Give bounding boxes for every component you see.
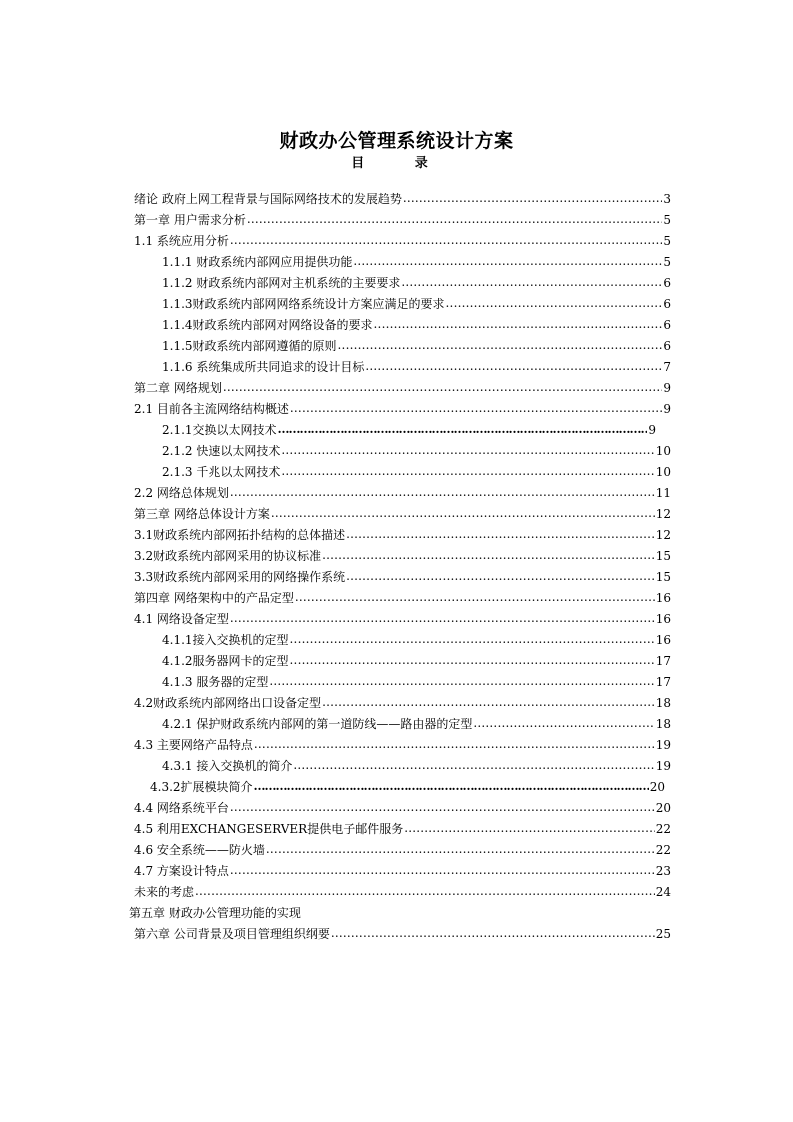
toc-entry-page: 12	[655, 528, 671, 542]
toc-entry[interactable]	[134, 505, 671, 525]
toc-entry-label: 4.3.2扩展模块简介	[150, 780, 253, 794]
toc-entry-page: 22	[655, 843, 671, 857]
toc-entry[interactable]	[134, 820, 671, 840]
toc-entry[interactable]	[134, 694, 671, 714]
leader-dots	[293, 758, 654, 772]
leader-dots	[353, 254, 662, 268]
leader-dots	[290, 653, 655, 667]
leader-dots	[195, 884, 655, 898]
toc-entry-page: 19	[655, 759, 671, 773]
toc-entry[interactable]	[134, 736, 671, 756]
toc-entry[interactable]	[162, 757, 671, 777]
leader-dots	[295, 590, 655, 604]
toc-entry-page: 7	[663, 360, 671, 374]
toc-entry[interactable]	[162, 253, 671, 273]
toc-entry-label: 2.2 网络总体规划	[134, 486, 229, 500]
toc-entry-page: 16	[655, 612, 671, 626]
toc-entry[interactable]	[162, 295, 671, 315]
toc-entry[interactable]	[134, 526, 671, 546]
toc-entry-page: 6	[663, 276, 671, 290]
toc-entry-page: 17	[655, 675, 671, 689]
leader-dots	[230, 611, 655, 625]
toc-entry-label: 2.1.2 快速以太网技术	[162, 444, 281, 458]
toc-entry[interactable]	[162, 652, 671, 672]
leader-dots	[223, 380, 663, 394]
leader-dots	[278, 422, 648, 436]
toc-entry[interactable]	[134, 379, 671, 399]
toc-entry[interactable]	[134, 547, 671, 567]
toc-entry-label: 1.1.4财政系统内部网对网络设备的要求	[162, 318, 373, 332]
toc-entry-label: 未来的考虑	[134, 885, 195, 899]
toc-entry[interactable]	[162, 337, 671, 357]
toc-entry-page: 25	[655, 927, 671, 941]
toc-entry-label: 4.1 网络设备定型	[134, 612, 229, 626]
toc-entry-label: 4.4 网络系统平台	[134, 801, 229, 815]
toc-entry-label: 1.1.1 财政系统内部网应用提供功能	[162, 255, 353, 269]
toc-entry[interactable]	[134, 925, 671, 945]
toc-entry-label: 第五章 财政办公管理功能的实现	[129, 906, 301, 920]
toc-entry[interactable]	[162, 274, 671, 294]
leader-dots	[331, 926, 655, 940]
leader-dots	[247, 212, 663, 226]
toc-entry[interactable]	[134, 841, 671, 861]
toc-entry-label: 1.1.2 财政系统内部网对主机系统的主要要求	[162, 276, 401, 290]
toc-entry-label: 1.1.6 系统集成所共同追求的设计目标	[162, 360, 365, 374]
toc-entry-page: 18	[655, 696, 671, 710]
toc-entry[interactable]	[162, 715, 671, 735]
toc-entry-page: 12	[655, 507, 671, 521]
toc-entry[interactable]	[134, 484, 671, 504]
leader-dots	[271, 506, 655, 520]
toc-entry-label: 1.1.3财政系统内部网网络系统设计方案应满足的要求	[162, 297, 445, 311]
toc-entry[interactable]	[134, 568, 671, 588]
toc-entry-page: 23	[655, 864, 671, 878]
toc-entry-label: 4.1.3 服务器的定型	[162, 675, 269, 689]
leader-dots	[266, 842, 655, 856]
toc-entry-label: 1.1 系统应用分析	[134, 234, 229, 248]
toc-entry-page: 10	[655, 444, 671, 458]
toc-entry-page: 15	[655, 549, 671, 563]
toc-entry[interactable]	[162, 463, 671, 483]
leader-dots	[269, 674, 654, 688]
leader-dots	[404, 821, 655, 835]
toc-entry-page: 3	[663, 192, 671, 206]
toc-entry-label: 4.1.1接入交换机的定型	[162, 633, 289, 647]
toc-entry-page: 9	[663, 381, 671, 395]
toc-entry-page: 5	[663, 255, 671, 269]
toc-entry-label: 4.6 安全系统——防火墙	[134, 843, 265, 857]
leader-dots	[446, 296, 663, 310]
leader-dots	[346, 569, 655, 583]
toc-entry[interactable]	[162, 316, 671, 336]
toc-entry-page: 15	[655, 570, 671, 584]
toc-entry-label: 2.1.1交换以太网技术	[162, 423, 277, 437]
toc-entry-page: 16	[655, 591, 671, 605]
toc-entry[interactable]	[129, 904, 671, 924]
toc-entry-label: 3.3财政系统内部网采用的网络操作系统	[134, 570, 346, 584]
toc-entry[interactable]	[134, 862, 671, 882]
toc-entry-page: 11	[655, 486, 671, 500]
leader-dots	[281, 443, 654, 457]
leader-dots	[403, 191, 663, 205]
toc-entry-page: 24	[655, 885, 671, 899]
toc-entry-page: 16	[655, 633, 671, 647]
toc-entry-page: 19	[655, 738, 671, 752]
toc-entry-label: 4.3 主要网络产品特点	[134, 738, 253, 752]
toc-entry-label: 3.2财政系统内部网采用的协议标准	[134, 549, 322, 563]
toc-entry-page: 20	[655, 801, 671, 815]
leader-dots	[230, 233, 662, 247]
leader-dots	[254, 779, 649, 793]
leader-dots	[290, 632, 655, 646]
toc-entry[interactable]	[134, 610, 671, 630]
toc-entry[interactable]	[162, 421, 656, 441]
toc-entry-label: 4.3.1 接入交换机的简介	[162, 759, 293, 773]
leader-dots	[281, 464, 654, 478]
toc-entry-page: 5	[663, 234, 671, 248]
leader-dots	[322, 548, 655, 562]
toc-entry[interactable]	[134, 190, 671, 210]
leader-dots	[374, 317, 663, 331]
toc-entry-label: 1.1.5财政系统内部网遵循的原则	[162, 339, 337, 353]
toc-entry[interactable]	[134, 589, 671, 609]
toc-entry-label: 第六章 公司背景及项目管理组织纲要	[134, 927, 330, 941]
leader-dots	[230, 863, 655, 877]
toc-entry[interactable]	[134, 400, 671, 420]
leader-dots	[346, 527, 655, 541]
toc-entry-page: 9	[648, 423, 656, 437]
toc-entry-label: 第二章 网络规划	[134, 381, 222, 395]
toc-entry-label: 4.2财政系统内部网络出口设备定型	[134, 696, 322, 710]
toc-entry-page: 10	[655, 465, 671, 479]
leader-dots	[230, 800, 655, 814]
toc-entry-page: 6	[663, 339, 671, 353]
toc-entry-page: 6	[663, 318, 671, 332]
toc-entry[interactable]	[162, 673, 671, 693]
leader-dots	[230, 485, 655, 499]
toc-entry-page: 6	[663, 297, 671, 311]
document-title: 财政办公管理系统设计方案	[279, 130, 514, 152]
leader-dots	[401, 275, 662, 289]
toc-entry[interactable]	[150, 778, 665, 798]
leader-dots	[322, 695, 655, 709]
toc-entry[interactable]	[134, 799, 671, 819]
leader-dots	[254, 737, 655, 751]
toc-entry-label: 第一章 用户需求分析	[134, 213, 246, 227]
toc-entry-page: 22	[655, 822, 671, 836]
toc-entry-page: 9	[663, 402, 671, 416]
toc-entry[interactable]	[134, 211, 671, 231]
toc-entry-label: 第四章 网络架构中的产品定型	[134, 591, 294, 605]
toc-entry-page: 17	[655, 654, 671, 668]
leader-dots	[338, 338, 663, 352]
toc-entry-label: 4.7 方案设计特点	[134, 864, 229, 878]
toc-entry-page: 20	[649, 780, 665, 794]
toc-entry-label: 4.2.1 保护财政系统内部网的第一道防线——路由器的定型	[162, 717, 473, 731]
toc-entry[interactable]	[134, 232, 671, 252]
toc-entry[interactable]	[162, 358, 671, 378]
toc-entry-label: 第三章 网络总体设计方案	[134, 507, 270, 521]
toc-entry-page: 18	[655, 717, 671, 731]
toc-entry-label: 2.1 目前各主流网络结构概述	[134, 402, 289, 416]
toc-entry-label: 2.1.3 千兆以太网技术	[162, 465, 281, 479]
toc-entry-page: 5	[663, 213, 671, 227]
leader-dots	[365, 359, 662, 373]
toc-entry-label: 4.5 利用EXCHANGESERVER提供电子邮件服务	[134, 822, 404, 836]
toc-entry[interactable]	[162, 631, 671, 651]
leader-dots	[290, 401, 662, 415]
toc-heading: 目 录	[351, 156, 442, 171]
toc-entry[interactable]	[162, 442, 671, 462]
toc-entry[interactable]	[134, 883, 671, 903]
toc-entry-label: 绪论 政府上网工程背景与国际网络技术的发展趋势	[134, 192, 402, 206]
leader-dots	[473, 716, 654, 730]
toc-entry-label: 3.1财政系统内部网拓扑结构的总体描述	[134, 528, 346, 542]
toc-entry-label: 4.1.2服务器网卡的定型	[162, 654, 289, 668]
